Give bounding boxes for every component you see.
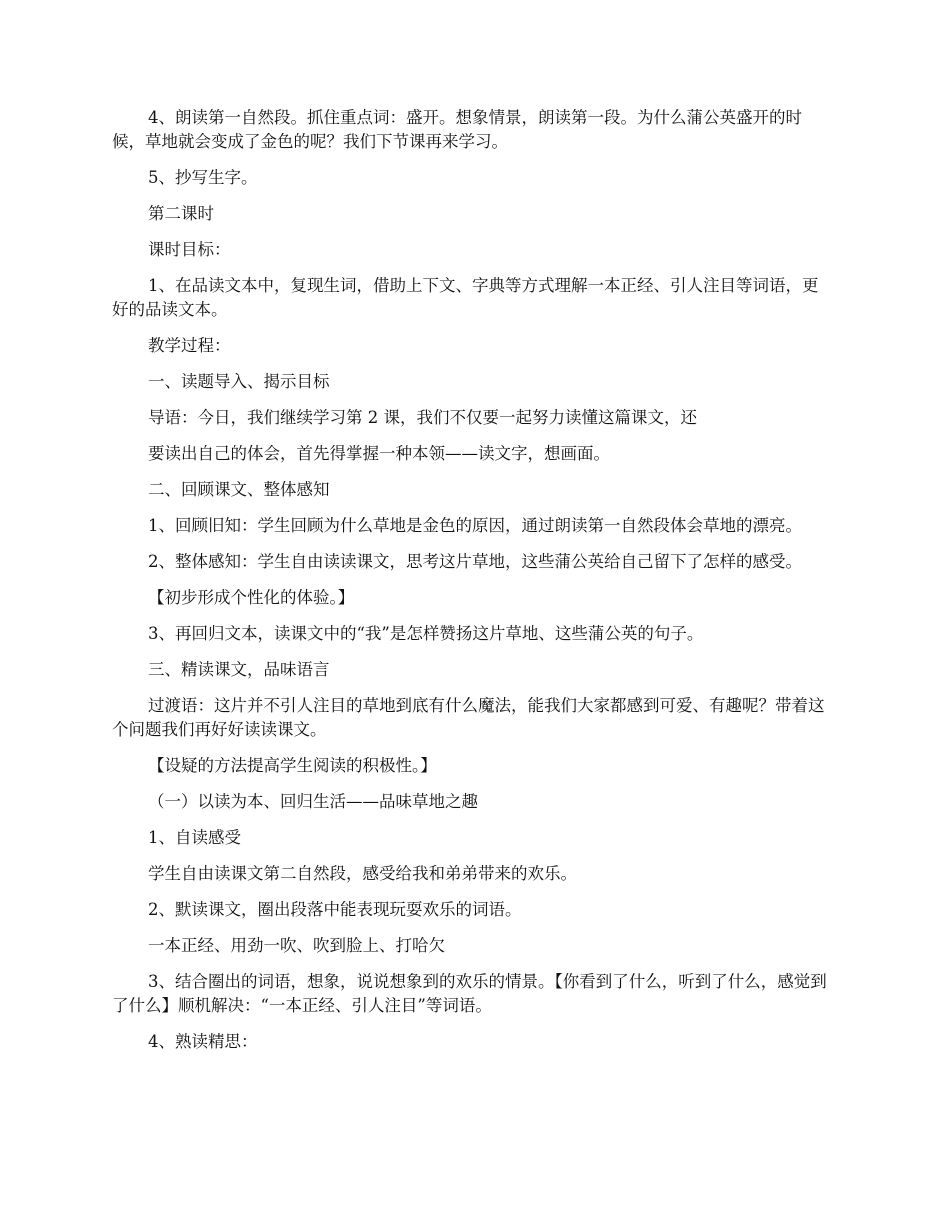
paragraph-lesson-goal-1: 1、在品读文本中，复现生词，借助上下文、字典等方式理解一本正经、引人注目等词语，更好的品读文本。: [112, 276, 819, 319]
paragraph-note-questioning-method: 【设疑的方法提高学生阅读的积极性。】: [148, 756, 437, 775]
paragraph-section-2-heading: 二、回顾课文、整体感知: [148, 480, 330, 499]
paragraph-intro-line-1: 导语：今日，我们继续学习第 2 课，我们不仅要一起努力读懂这篇课文，还: [148, 408, 697, 427]
paragraph-self-reading: 1、自读感受: [148, 828, 241, 847]
paragraph-copy-characters: 5、抄写生字。: [148, 168, 258, 187]
paragraph-review-step-3: 3、再回归文本，读课文中的“我”是怎样赞扬这片草地、这些蒲公英的句子。: [148, 624, 704, 643]
paragraph-review-step-1: 1、回顾旧知：学生回顾为什么草地是金色的原因，通过朗读第一自然段体会草地的漂亮。: [148, 516, 802, 535]
paragraph-key-words: 一本正经、用劲一吹、吹到脸上、打哈欠: [148, 936, 445, 955]
paragraph-student-reading: 学生自由读课文第二自然段，感受给我和弟弟带来的欢乐。: [148, 864, 577, 883]
paragraph-intro-line-2: 要读出自己的体会，首先得掌握一种本领——读文字，想画面。: [148, 444, 610, 463]
paragraph-transition: 过渡语：这片并不引人注目的草地到底有什么魔法，能我们大家都感到可爱、有趣呢？带着这个问题我们再好好读读课文。: [112, 696, 825, 739]
paragraph-section-3-heading: 三、精读课文，品味语言: [148, 660, 330, 679]
paragraph-imagine-scene: 3、结合圈出的词语，想象，说说想象到的欢乐的情景。【你看到了什么，听到了什么，感觉到了什么】顺机解决：“一本正经、引人注目”等词语。: [112, 972, 827, 1015]
paragraph-review-step-2: 2、整体感知：学生自由读读课文，思考这片草地，这些蒲公英给自己留下了怎样的感受。: [148, 552, 802, 571]
paragraph-lesson-goals-heading: 课时目标：: [148, 240, 231, 259]
paragraph-second-lesson-heading: 第二课时: [148, 204, 214, 223]
paragraph-teaching-process-heading: 教学过程：: [148, 336, 231, 355]
paragraph-subsection-1-heading: （一）以读为本、回归生活——品味草地之趣: [148, 792, 478, 811]
paragraph-silent-reading: 2、默读课文，圈出段落中能表现玩耍欢乐的词语。: [148, 900, 522, 919]
paragraph-close-reading: 4、熟读精思：: [148, 1032, 258, 1051]
paragraph-note-personal-experience: 【初步形成个性化的体验。】: [148, 588, 355, 607]
document-body: [112, 106, 834, 1066]
paragraph-section-1-heading: 一、读题导入、揭示目标: [148, 372, 330, 391]
paragraph-reading-step-4: 4、朗读第一自然段。抓住重点词：盛开。想象情景，朗读第一段。为什么蒲公英盛开的时候，草地就会变成了金色的呢？我们下节课再来学习。: [112, 108, 802, 151]
